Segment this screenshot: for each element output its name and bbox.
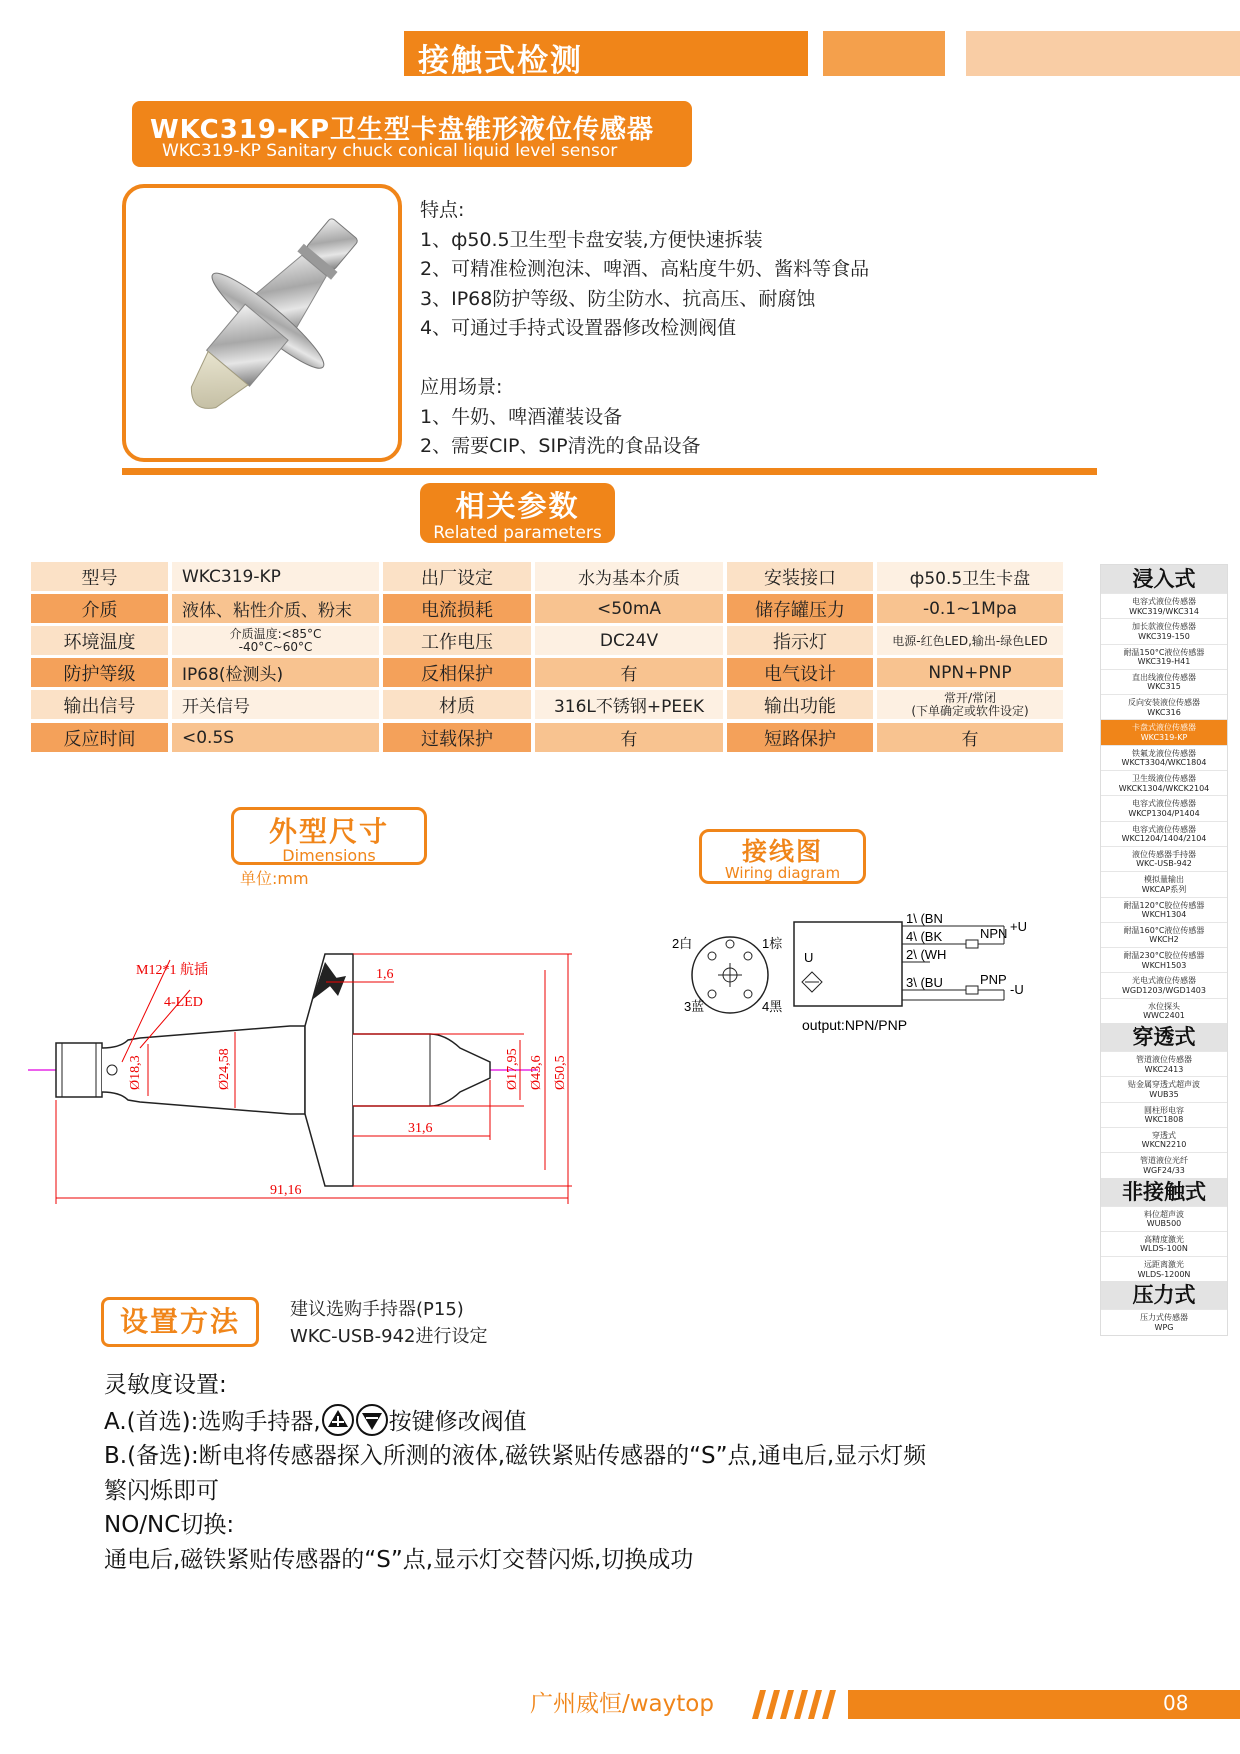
param-label: 防护等级 xyxy=(31,658,168,687)
page-number: 08 xyxy=(1163,1691,1189,1715)
application-item: 2、需要CIP、SIP清洗的食品设备 xyxy=(420,435,701,457)
divider xyxy=(122,468,1097,475)
param-label: 反相保护 xyxy=(383,658,531,687)
product-title-en: WKC319-KP Sanitary chuck conical liquid level sensor xyxy=(162,141,618,161)
setup-title-text: 设置方法 xyxy=(119,1305,240,1338)
param-row xyxy=(31,626,1048,655)
header-accent-block xyxy=(823,31,945,76)
param-label: 指示灯 xyxy=(727,626,873,655)
param-row xyxy=(31,723,1031,752)
side-nav-item-model: WKC319/WKC314 xyxy=(1129,606,1199,616)
side-nav-item-name: 耐温150°C液位传感器 xyxy=(1123,647,1205,657)
side-nav-heading[interactable]: 压力式 xyxy=(1101,1281,1227,1309)
side-nav-item-name: 耐温160°C液位传感器 xyxy=(1123,925,1205,935)
side-nav-item[interactable] xyxy=(1101,897,1227,922)
side-nav-item[interactable] xyxy=(1101,745,1227,770)
side-nav-item[interactable] xyxy=(1101,1309,1227,1334)
setup-title xyxy=(101,1297,259,1347)
param-value: DC24V xyxy=(535,626,723,655)
param-value: NPN+PNP xyxy=(877,658,1063,687)
up-key-icon xyxy=(321,1403,355,1437)
setup-hint-line: WKC-USB-942进行设定 xyxy=(290,1326,488,1347)
header-accent-block-light xyxy=(966,31,1240,76)
side-nav-item-model: WKCAP系列 xyxy=(1141,884,1187,894)
features-heading: 特点: xyxy=(420,199,465,221)
side-nav-item-name: 电容式液位传感器 xyxy=(1132,799,1196,809)
dim-label-d24: Ø24,58 xyxy=(217,1048,232,1090)
param-label: 出厂设定 xyxy=(383,562,531,591)
side-nav-item-model: WKC2413 xyxy=(1144,1064,1184,1074)
side-nav-item-name: 料位超声波 xyxy=(1144,1209,1184,1219)
param-value: WKC319-KP xyxy=(172,562,379,591)
side-nav-item-name: 压力式传感器 xyxy=(1140,1313,1188,1323)
side-nav-item-name: 液位传感器手持器 xyxy=(1132,849,1196,859)
side-nav-item-name: 铁氟龙液位传感器 xyxy=(1132,748,1196,758)
side-nav-item[interactable] xyxy=(1101,972,1227,997)
dimension-drawing xyxy=(20,940,620,1220)
side-nav-item-model: WKCN2210 xyxy=(1141,1140,1187,1150)
side-nav-item-model: WKCP1304/P1404 xyxy=(1128,808,1200,818)
param-value: 有 xyxy=(535,658,723,687)
product-title-banner xyxy=(132,101,692,167)
dimensions-title xyxy=(231,807,427,865)
param-row xyxy=(31,562,1031,591)
sensor-photo xyxy=(126,188,398,458)
nonc-heading: NO/NC切换: xyxy=(104,1512,235,1538)
output-label: NPN xyxy=(980,926,1008,941)
param-value: 316L不锈钢+PEEK xyxy=(535,690,723,719)
settings-instructions xyxy=(104,1368,1064,1577)
wire-label: 1\ (BN xyxy=(906,911,943,926)
dim-label-d18: Ø18,3 xyxy=(128,1055,143,1090)
param-label: 环境温度 xyxy=(31,626,168,655)
side-nav-item[interactable] xyxy=(1101,1102,1227,1127)
product-title-zh: WKC319-KP卫生型卡盘锥形液位传感器 xyxy=(150,115,655,145)
connector-label: M12*1 航插 xyxy=(136,963,208,978)
side-nav-item[interactable] xyxy=(1101,846,1227,871)
param-label: 材质 xyxy=(383,690,531,719)
side-nav-item-model: WKC316 xyxy=(1147,707,1181,717)
param-value-line: -40°C~60°C xyxy=(238,639,313,654)
side-nav-item-model: WKC-USB-942 xyxy=(1136,859,1192,869)
side-nav-item-name: 贴金属穿透式超声波 xyxy=(1128,1080,1200,1090)
param-value xyxy=(172,626,379,655)
param-label: 电流损耗 xyxy=(383,594,531,623)
applications-heading: 应用场景: xyxy=(420,376,503,398)
side-nav-item[interactable] xyxy=(1101,998,1227,1023)
side-nav-item-model: WKCT3304/WKC1804 xyxy=(1121,758,1207,768)
params-title-en: Related parameters xyxy=(433,523,602,543)
param-label: 安装接口 xyxy=(727,562,873,591)
side-nav-item[interactable] xyxy=(1101,1152,1227,1177)
side-nav xyxy=(1100,564,1228,1336)
side-nav-item-model: WKCK1304/WKCK2104 xyxy=(1118,783,1210,793)
side-nav-item-model: WKCH2 xyxy=(1149,935,1179,945)
params-title-zh: 相关参数 xyxy=(455,489,580,523)
section-header xyxy=(404,31,808,79)
side-nav-item[interactable] xyxy=(1101,871,1227,896)
wiring-title-zh: 接线图 xyxy=(741,837,823,866)
side-nav-item[interactable] xyxy=(1101,1206,1227,1231)
param-row xyxy=(31,690,1031,719)
side-nav-item-name: 反向安装液位传感器 xyxy=(1128,698,1200,708)
output-label: +U xyxy=(1010,919,1027,934)
sensitivity-heading: 灵敏度设置: xyxy=(104,1372,227,1398)
side-nav-item-name: 远距离激光 xyxy=(1144,1260,1184,1270)
side-nav-item-name: 电容式液位传感器 xyxy=(1132,824,1196,834)
pin-label: 3蓝 xyxy=(684,999,705,1014)
side-nav-heading[interactable]: 非接触式 xyxy=(1101,1178,1227,1206)
side-nav-item[interactable] xyxy=(1101,947,1227,972)
side-nav-item-model: WKC315 xyxy=(1147,682,1181,692)
wiring-caption: output:NPN/PNP xyxy=(802,1017,908,1033)
side-nav-item-model: WKC319-KP xyxy=(1140,732,1188,742)
param-row xyxy=(31,594,1031,623)
wire-label: 3\ (BU xyxy=(906,975,943,990)
option-a-text: A.(首选):选购手持器, xyxy=(104,1408,321,1435)
param-value: 开关信号 xyxy=(172,690,379,719)
dimensions-title-zh: 外型尺寸 xyxy=(268,815,389,848)
side-nav-item-model: WGF24/33 xyxy=(1143,1165,1185,1175)
side-nav-item[interactable] xyxy=(1101,644,1227,669)
param-label: 短路保护 xyxy=(727,723,873,752)
side-nav-item-name: 模拟量输出 xyxy=(1144,875,1184,885)
param-label: 储存罐压力 xyxy=(727,594,873,623)
side-nav-item[interactable] xyxy=(1101,1076,1227,1101)
side-nav-item[interactable] xyxy=(1101,669,1227,694)
side-nav-heading[interactable]: 穿透式 xyxy=(1101,1023,1227,1051)
sensor-u-label: U xyxy=(804,950,814,965)
option-a xyxy=(104,1403,1064,1440)
side-nav-item[interactable] xyxy=(1101,694,1227,719)
side-nav-item-model: WGD1203/WGD1403 xyxy=(1122,985,1206,995)
side-nav-item-name: 卫生级液位传感器 xyxy=(1132,774,1196,784)
dimensions-unit: 单位:mm xyxy=(240,869,309,888)
param-value xyxy=(877,690,1063,719)
output-label: -U xyxy=(1010,982,1024,997)
side-nav-item-name: 穿透式 xyxy=(1152,1130,1176,1140)
feature-item: 2、可精准检测泡沫、啤酒、高粘度牛奶、酱料等食品 xyxy=(420,258,870,280)
side-nav-item[interactable] xyxy=(1101,1051,1227,1076)
side-nav-item-name: 圆柱形电容 xyxy=(1144,1105,1184,1115)
param-value-line: (下单确定或软件设定) xyxy=(911,703,1029,718)
side-nav-item-name: 直出线液位传感器 xyxy=(1132,672,1196,682)
output-label: PNP xyxy=(980,972,1007,987)
side-nav-item[interactable] xyxy=(1101,922,1227,947)
side-nav-item[interactable] xyxy=(1101,593,1227,618)
side-nav-item-name: 管道液位传感器 xyxy=(1136,1055,1192,1065)
param-value: 有 xyxy=(535,723,723,752)
side-nav-item-model: WLDS-100N xyxy=(1140,1244,1188,1254)
wiring-diagram xyxy=(670,910,1050,1040)
footer-stripes xyxy=(752,1690,848,1719)
side-nav-item-name: 水位探头 xyxy=(1148,1001,1180,1011)
feature-item: 4、可通过手持式设置器修改检测阀值 xyxy=(420,317,737,339)
side-nav-item-name: 光电式液位传感器 xyxy=(1132,976,1196,986)
side-nav-item-model: WKC1808 xyxy=(1144,1115,1184,1125)
param-value-line: 介质温度:<85°C xyxy=(229,626,322,641)
wire-label: 4\ (BK xyxy=(906,929,943,944)
wire-label: 2\ (WH xyxy=(906,947,947,962)
side-nav-item-model: WKC319-150 xyxy=(1138,631,1190,641)
param-value: 水为基本介质 xyxy=(535,562,723,591)
side-nav-item[interactable] xyxy=(1101,1256,1227,1281)
param-label: 电气设计 xyxy=(727,658,873,687)
param-label: 工作电压 xyxy=(383,626,531,655)
side-nav-item-model: WUB500 xyxy=(1146,1219,1182,1229)
side-nav-item-name: 卡盘式液位传感器 xyxy=(1132,723,1196,733)
side-nav-item[interactable] xyxy=(1101,1127,1227,1152)
dim-label-d43: Ø43,6 xyxy=(529,1055,544,1090)
param-label: 输出信号 xyxy=(31,690,168,719)
side-nav-item-model: WPG xyxy=(1154,1322,1174,1332)
side-nav-item-name: 管道液位光纤 xyxy=(1140,1156,1188,1166)
pin-label: 1棕 xyxy=(762,936,783,951)
side-nav-item-model: WKCH1304 xyxy=(1141,910,1187,920)
feature-item: 3、IP68防护等级、防尘防水、抗高压、耐腐蚀 xyxy=(420,287,816,310)
setup-hint-line: 建议选购手持器(P15) xyxy=(290,1299,464,1320)
param-value: 有 xyxy=(877,723,1063,752)
led-label: 4-LED xyxy=(164,995,203,1010)
side-nav-item[interactable] xyxy=(1101,821,1227,846)
param-value: <50mA xyxy=(535,594,723,623)
param-label: 介质 xyxy=(31,594,168,623)
param-value: 电源-红色LED,输出-绿色LED xyxy=(877,626,1063,655)
dim-label-tip: 31,6 xyxy=(408,1121,433,1136)
param-value: -0.1~1Mpa xyxy=(877,594,1063,623)
dimensions-title-en: Dimensions xyxy=(282,846,376,865)
setup-hint xyxy=(290,1296,487,1350)
pin-label: 2白 xyxy=(672,936,693,951)
param-label: 过载保护 xyxy=(383,723,531,752)
side-nav-item-model: WKCH1503 xyxy=(1141,960,1187,970)
nonc-text: 通电后,磁铁紧贴传感器的“S”点,显示灯交替闪烁,切换成功 xyxy=(104,1546,694,1573)
application-item: 1、牛奶、啤酒灌装设备 xyxy=(420,405,623,428)
side-nav-item[interactable] xyxy=(1101,1231,1227,1256)
side-nav-item[interactable] xyxy=(1101,770,1227,795)
param-row xyxy=(31,658,1031,687)
footer-brand: 广州威恒/waytop xyxy=(530,1691,714,1717)
side-nav-item[interactable] xyxy=(1101,618,1227,643)
side-nav-item-model: WKC1204/1404/2104 xyxy=(1121,834,1207,844)
side-nav-item-name: 耐温120°C胶位传感器 xyxy=(1123,900,1205,910)
param-label: 反应时间 xyxy=(31,723,168,752)
option-a-suffix: 按键修改阀值 xyxy=(388,1408,527,1435)
side-nav-item-model: WLDS-1200N xyxy=(1137,1269,1191,1279)
param-label: 输出功能 xyxy=(727,690,873,719)
param-value: 液体、粘性介质、粉末 xyxy=(172,594,379,623)
dim-label-total: 91,16 xyxy=(270,1183,302,1198)
side-nav-item-name: 加长款液位传感器 xyxy=(1132,622,1196,632)
dim-label-flange: 1,6 xyxy=(376,967,394,982)
down-key-icon xyxy=(355,1403,389,1437)
features-block xyxy=(420,196,869,462)
side-nav-item-model: WUB35 xyxy=(1149,1089,1179,1099)
side-nav-item[interactable] xyxy=(1101,719,1227,744)
feature-item: 1、ф50.5卫生型卡盘安装,方便快速拆装 xyxy=(420,228,763,251)
side-nav-item-name: 耐温230°C胶位传感器 xyxy=(1123,951,1205,961)
param-label: 型号 xyxy=(31,562,168,591)
side-nav-heading[interactable]: 浸入式 xyxy=(1101,565,1227,593)
product-photo-frame xyxy=(122,184,402,462)
param-value-line: 常开/常闭 xyxy=(943,690,997,705)
side-nav-item-model: WWC2401 xyxy=(1143,1011,1185,1021)
pin-label: 4黑 xyxy=(762,999,783,1014)
param-value: IP68(检测头) xyxy=(172,658,379,687)
dim-label-d17: Ø17,95 xyxy=(505,1048,520,1090)
param-value: <0.5S xyxy=(172,723,379,752)
option-b-line2: 繁闪烁即可 xyxy=(104,1477,219,1504)
side-nav-item-model: WKC319-H41 xyxy=(1137,657,1191,667)
dim-label-d50: Ø50,5 xyxy=(553,1055,568,1090)
param-value: ф50.5卫生卡盘 xyxy=(877,562,1063,591)
section-title: 接触式检测 xyxy=(418,43,583,79)
side-nav-item-name: 高精度激光 xyxy=(1144,1234,1184,1244)
wiring-title-en: Wiring diagram xyxy=(724,864,841,882)
option-b-line1: B.(备选):断电将传感器探入所测的液体,磁铁紧贴传感器的“S”点,通电后,显示灯频 xyxy=(104,1443,927,1469)
params-title xyxy=(420,483,615,543)
side-nav-item-name: 电容式液位传感器 xyxy=(1132,597,1196,606)
wiring-title xyxy=(699,829,866,884)
side-nav-item[interactable] xyxy=(1101,795,1227,820)
